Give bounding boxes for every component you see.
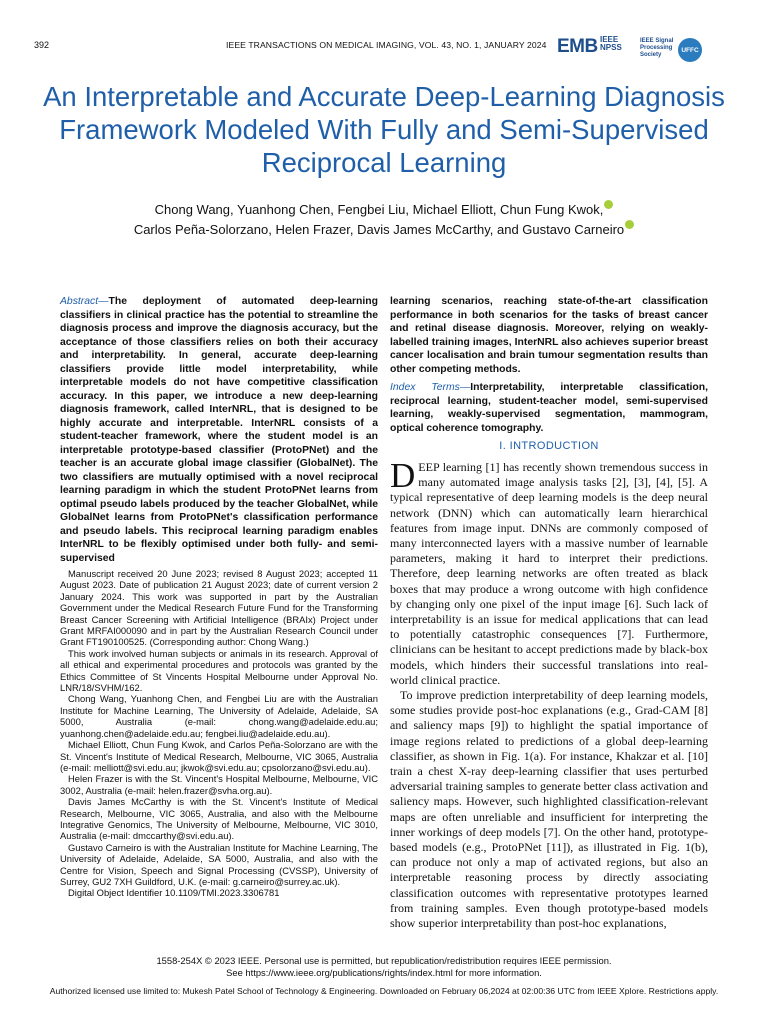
footnote: Chong Wang, Yuanhong Chen, and Fengbei Liu are with the Australian Institute for Machine Learning, The University of Adelaide, Adelaide, SA 5000, Australia (e-mail: chong.wang@adelaide.edu.au; yuanhong.chen@adelaide.edu.au; fengbei.liu@adelaide.edu.au). xyxy=(60,693,378,739)
paper-title: An Interpretable and Accurate Deep-Learning Diagnosis Framework Modeled With Fully and Semi-Supervised Reciprocal Learning xyxy=(43,81,725,178)
signal-processing-logo: IEEE Signal Processing Society xyxy=(640,38,674,58)
abstract-continued: learning scenarios, reaching state-of-the-art classification performance in both scenarios for the tasks of breast cancer and retinal disease diagnosis. Moreover, relying on weakly-labelled training images, InterNRL also achieves superior breast cancer localisation and brain tumour segmentation results than other competing methods. xyxy=(390,296,708,375)
intro-paragraph: To improve prediction interpretability of deep learning models, some studies provide post-hoc explanations (e.g., Grad-CAM [8] and saliency maps [9]) to highlight the spatial importance of image regions related to predictions of a global deep-learning classifier, as shown in Fig. 1(a). For instance, Khakzar et al. [10] train a chest X-ray deep-learning classifier that uses perturbed adversarial training samples to generate better class activation and saliency maps. However, such highlighted classification-relevant maps are often unreliable and insufficient for interpreting the inner workings of deep models [7]. On the other hand, prototype-based models (e.g., ProtoPNet [11]), as illustrated in Fig. 1(b), can produce not only a map of activated regions, but also an interpretable reasoning process by directly associating classification outcomes with representative prototypes learned from training samples. Even though prototype-based models show superior interpretability than post-hoc explanations, xyxy=(390,688,708,931)
footnote: Michael Elliott, Chun Fung Kwok, and Carlos Peña-Solorzano are with the St. Vincent's Institute of Medical Research, Melbourne, VIC 3065, Australia (e-mail: melliott@svi.edu.au; jkwok@svi.edu.au; cpsolorzano@svi.edu.au). xyxy=(60,739,378,773)
index-terms-label: Index Terms— xyxy=(390,382,471,393)
rights-link[interactable]: See https://www.ieee.org/publications/rights/index.html for more information. xyxy=(226,967,542,978)
orcid-icon[interactable] xyxy=(604,200,613,209)
npss-logo: IEEE NPSS xyxy=(600,35,622,52)
abstract-label: Abstract— xyxy=(60,296,109,307)
authors-line-1: Chong Wang, Yuanhong Chen, Fengbei Liu, Michael Elliott, Chun Fung Kwok, xyxy=(40,200,728,220)
abstract-text: The deployment of automated deep-learning classifiers in clinical practice has the potential to streamline the diagnosis process and improve the diagnosis accuracy, but the acceptance of those classifiers relies on both their accuracy and interpretability. In general, accurate deep-learning classifiers provide little model interpretability, while interpretable models do not have competitive classification accuracy. In this paper, we introduce a new deep-learning diagnosis framework, called InterNRL, that is designed to be highly accurate and interpretable. InterNRL consists of a student-teacher framework, where the student model is an interpretable prototype-based classifier (ProtoPNet) and the teacher is an accurate global image classifier (GlobalNet). The two classifiers are mutually optimised with a novel reciprocal learning paradigm in which the student ProtoPNet learns from optimal pseudo labels produced by the teacher GlobalNet, while GlobalNet learns from ProtoPNet's classification performance and pseudo labels. This reciprocal learning paradigm enables InterNRL to be flexibly optimised under both fully- and semi-supervised xyxy=(60,296,378,564)
doi: Digital Object Identifier 10.1109/TMI.2023.3306781 xyxy=(68,887,280,899)
copyright-notice: 1558-254X © 2023 IEEE. Personal use is permitted, but republication/redistribution requires IEEE permission. See https://www.ieee.org/publications/rights/index.html for more information. xyxy=(0,955,768,979)
drop-cap: D xyxy=(390,456,416,495)
license-footer: Authorized licensed use limited to: Mukesh Patel School of Technology & Engineering. Downloaded on February 06,2024 at 02:00:36 UTC from IEEE Xplore. Restrictions apply. xyxy=(49,986,719,996)
abstract xyxy=(60,295,378,565)
section-heading: I. INTRODUCTION xyxy=(499,440,599,452)
index-terms xyxy=(390,381,708,435)
footnote: Davis James McCarthy is with the St. Vincent's Institute of Medical Research, Melbourne, VIC 3065, Australia, and also with the Melbourne Integrative Genomics, The University of Melbourne, Melbourne, VIC 3010, Australia (e-mail: dmccarthy@svi.edu.au). xyxy=(60,796,378,842)
footnotes xyxy=(60,568,378,899)
uffc-logo: UFFC xyxy=(678,38,702,62)
page-number: 392 xyxy=(34,40,50,50)
index-terms-text: Interpretability, interpretable classification, reciprocal learning, student-teacher model, semi-supervised learning, weakly-supervised segmentation, mammogram, optical coherence tomography. xyxy=(390,382,708,434)
footnote: Gustavo Carneiro is with the Australian Institute for Machine Learning, The University of Adelaide, Adelaide, SA 5000, Australia, and also with the Centre for Vision, Speech and Signal Processing (CVSSP), University of Surrey, GU2 7XH Guildford, U.K. (e-mail: g.carneiro@surrey.ac.uk). xyxy=(60,841,378,887)
footnote: Manuscript received 20 June 2023; revised 8 August 2023; accepted 11 August 2023. Date of publication 21 August 2023; date of current version 2 January 2024. This work was supported in part by the Australian Government under the Medical Research Future Fund for the Transforming Breast Cancer Screening with Artificial Intelligence (BRAIx) Project under Grant MRFAI000090 and in part by the Australian Research Council under Grant FT190100525. (Corresponding author: Chong Wang.) xyxy=(60,568,378,648)
author-list xyxy=(40,200,728,240)
intro-paragraph: DEEP learning [1] has recently shown tremendous success in many automated image analysis tasks [2], [3], [4], [5]. A typical representative of deep learning models is the deep neural network (DNN) which can automatically learn hierarchical features from image input. DNNs are commonly composed of many interconnected layers with a massive number of learnable parameters, making it hard to interpret their predictions. Therefore, deep learning networks are often treated as black boxes that may produce a wrong outcome with high confidence by changing only one pixel of the input image [6]. Such lack of interpretability is an issue for medical applications that can lead to potentially catastrophic consequences [7]. Furthermore, clinicians can be hesitant to accept predictions made by black-box models, which hinders their successful translations into real-world clinical practice. xyxy=(390,456,708,687)
orcid-icon[interactable] xyxy=(625,220,634,229)
introduction-body xyxy=(390,456,708,931)
footnote: Helen Frazer is with the St. Vincent's Hospital Melbourne, Melbourne, VIC 3002, Australia (e-mail: helen.frazer@svha.org.au). xyxy=(60,773,378,796)
authors-line-2: Carlos Peña-Solorzano, Helen Frazer, Davis James McCarthy, and Gustavo Carneiro xyxy=(40,220,728,240)
footnote: This work involved human subjects or animals in its research. Approval of all ethical and experimental procedures and protocols was granted by the Ethics Committee of St Vincents Hospital Melbourne under Approval No. LNR/18/SVHM/162. xyxy=(60,647,378,694)
journal-header: IEEE TRANSACTIONS ON MEDICAL IMAGING, VOL. 43, NO. 1, JANUARY 2024 xyxy=(226,40,547,50)
emb-logo: EMB xyxy=(557,36,598,57)
